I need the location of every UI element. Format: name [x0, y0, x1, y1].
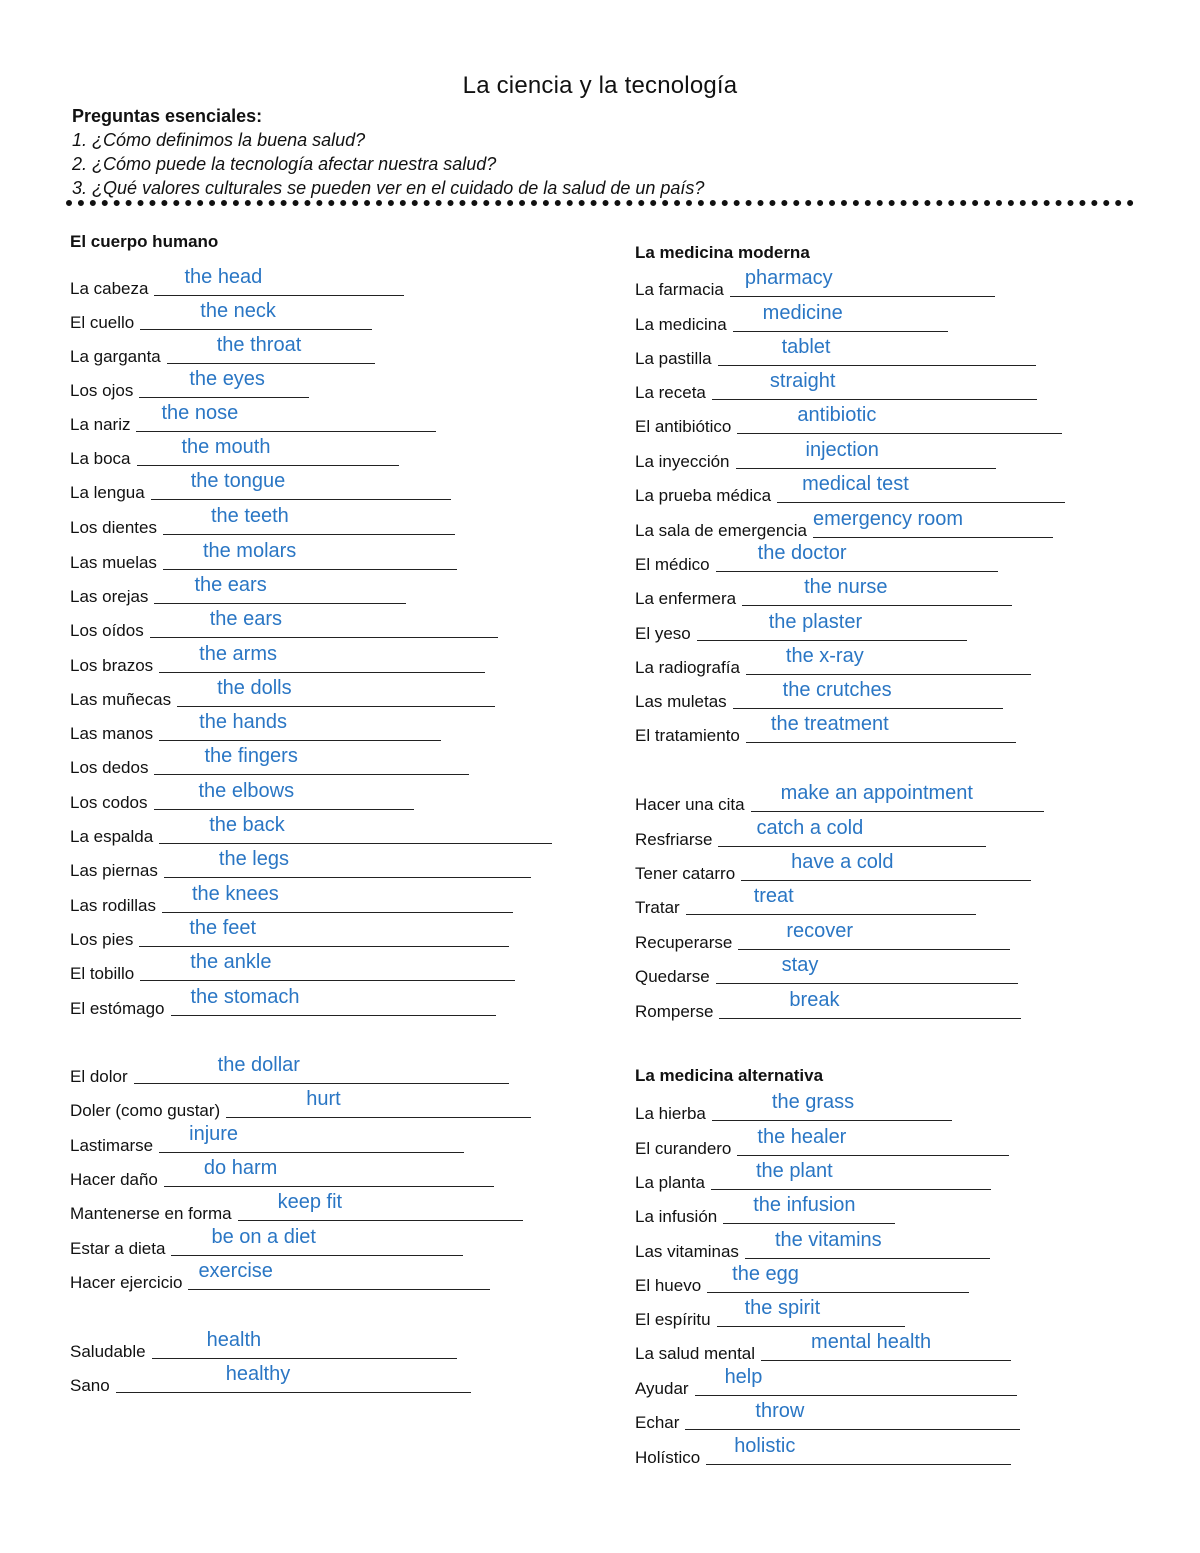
vocab-row: [635, 954, 1018, 988]
answer-blank[interactable]: [737, 404, 1062, 434]
vocab-row: [635, 439, 996, 473]
essential-questions-heading: Preguntas esenciales:: [72, 106, 263, 126]
handwritten-answer: the spirit: [744, 1297, 821, 1319]
vocab-row: [70, 1226, 463, 1260]
answer-blank[interactable]: [737, 1126, 1009, 1156]
question-2: 2. ¿Cómo puede la tecnología afectar nuestra salud?: [72, 154, 497, 174]
handwritten-answer: injure: [189, 1123, 239, 1145]
vocab-term: Romperse: [635, 1002, 714, 1021]
answer-blank[interactable]: [162, 883, 513, 913]
vocab-row: [70, 1191, 523, 1225]
answer-blank[interactable]: [718, 817, 986, 847]
handwritten-answer: antibiotic: [797, 404, 877, 426]
vocab-row: [70, 917, 509, 951]
handwritten-answer: the vitamins: [774, 1229, 882, 1251]
handwritten-answer: the crutches: [782, 679, 892, 701]
answer-blank[interactable]: [226, 1088, 531, 1118]
handwritten-answer: the mouth: [181, 436, 271, 458]
answer-blank[interactable]: [736, 439, 996, 469]
answer-blank[interactable]: [746, 645, 1031, 675]
answer-blank[interactable]: [154, 745, 469, 775]
answer-blank[interactable]: [741, 851, 1031, 881]
vocab-term: El tratamiento: [635, 726, 740, 745]
handwritten-answer: the plant: [755, 1160, 833, 1182]
vocab-term: La infusión: [635, 1207, 718, 1226]
answer-blank[interactable]: [177, 677, 495, 707]
vocab-row: [635, 713, 1016, 747]
answer-blank[interactable]: [154, 780, 414, 810]
handwritten-answer: medicine: [762, 302, 843, 324]
handwritten-answer: the molars: [202, 540, 297, 562]
vocab-row: [70, 883, 513, 917]
answer-blank[interactable]: [777, 473, 1065, 503]
vocab-row: [635, 611, 967, 645]
handwritten-answer: healthy: [225, 1363, 291, 1385]
vocab-term: Los dedos: [70, 758, 149, 777]
answer-blank[interactable]: [171, 986, 496, 1016]
vocab-row: [70, 436, 399, 470]
vocab-term: El espíritu: [635, 1310, 711, 1329]
answer-blank[interactable]: [139, 368, 309, 398]
handwritten-answer: catch a cold: [756, 817, 864, 839]
vocab-term: Las vitaminas: [635, 1242, 739, 1261]
answer-blank[interactable]: [730, 267, 995, 297]
answer-blank[interactable]: [163, 505, 455, 535]
vocab-term: Hacer daño: [70, 1170, 158, 1189]
handwritten-answer: holistic: [734, 1435, 796, 1457]
answer-blank[interactable]: [154, 266, 404, 296]
vocab-term: Estar a dieta: [70, 1239, 166, 1258]
handwritten-answer: the hands: [199, 711, 288, 733]
vocab-row: [70, 470, 451, 504]
handwritten-answer: the feet: [189, 917, 257, 939]
answer-blank[interactable]: [150, 608, 498, 638]
vocab-term: La hierba: [635, 1104, 706, 1123]
handwritten-answer: medical test: [802, 473, 909, 495]
answer-blank[interactable]: [717, 1297, 905, 1327]
handwritten-answer: treat: [753, 885, 794, 907]
answer-blank[interactable]: [712, 1091, 952, 1121]
vocab-row: [70, 1054, 509, 1088]
vocab-row: [635, 302, 948, 336]
vocab-term: La salud mental: [635, 1344, 756, 1363]
answer-blank[interactable]: [151, 470, 451, 500]
vocab-row: [635, 885, 976, 919]
handwritten-answer: the ears: [209, 608, 282, 630]
answer-blank[interactable]: [152, 1329, 457, 1359]
handwritten-answer: pharmacy: [744, 267, 833, 289]
vocab-term: Doler (como gustar): [70, 1101, 221, 1120]
vocab-row: [70, 1260, 490, 1294]
vocab-row: [635, 1126, 1009, 1160]
vocab-row: [635, 645, 1031, 679]
page-title: La ciencia y la tecnología: [462, 72, 738, 99]
handwritten-answer: stay: [781, 954, 819, 976]
vocab-term: La planta: [635, 1173, 705, 1192]
handwritten-answer: the elbows: [198, 780, 295, 802]
vocab-row: [70, 505, 455, 539]
answer-blank[interactable]: [712, 370, 1037, 400]
answer-blank[interactable]: [742, 576, 1012, 606]
vocab-row: [635, 1400, 1020, 1434]
vocab-term: Tener catarro: [635, 864, 736, 883]
answer-blank[interactable]: [733, 302, 948, 332]
vocab-term: Los pies: [70, 930, 134, 949]
answer-blank[interactable]: [140, 300, 372, 330]
handwritten-answer: the head: [184, 266, 263, 288]
question-1: 1. ¿Cómo definimos la buena salud?: [72, 130, 366, 150]
vocab-row: [635, 473, 1065, 507]
answer-blank[interactable]: [711, 1160, 991, 1190]
handwritten-answer: health: [206, 1329, 262, 1351]
answer-blank[interactable]: [751, 782, 1044, 812]
answer-blank[interactable]: [171, 1226, 463, 1256]
vocab-term: Las manos: [70, 724, 154, 743]
vocab-term: El huevo: [635, 1276, 702, 1295]
answer-blank[interactable]: [723, 1194, 895, 1224]
vocab-term: Hacer ejercicio: [70, 1273, 183, 1292]
answer-blank[interactable]: [159, 1123, 464, 1153]
vocab-row: [635, 1366, 1017, 1400]
answer-blank[interactable]: [745, 1229, 990, 1259]
vocab-term: Las muñecas: [70, 690, 172, 709]
handwritten-answer: the nose: [161, 402, 239, 424]
vocab-row: [635, 1194, 895, 1228]
vocab-term: La boca: [70, 449, 131, 468]
handwritten-answer: the eyes: [189, 368, 265, 390]
answer-blank[interactable]: [137, 436, 399, 466]
vocab-row: [635, 576, 1012, 610]
answer-blank[interactable]: [697, 611, 967, 641]
vocab-term: Hacer una cita: [635, 795, 745, 814]
vocab-term: Las muelas: [70, 553, 157, 572]
handwritten-answer: the arms: [199, 643, 277, 665]
handwritten-answer: the throat: [216, 334, 302, 356]
vocab-row: [635, 542, 998, 576]
vocab-row: [635, 508, 1053, 542]
answer-blank[interactable]: [716, 954, 1018, 984]
handwritten-answer: exercise: [198, 1260, 273, 1282]
vocab-row: [635, 1229, 990, 1263]
vocab-row: [70, 574, 406, 608]
essential-questions: [72, 104, 704, 200]
vocab-term: El cuello: [70, 313, 135, 332]
handwritten-answer: the nurse: [804, 576, 888, 598]
answer-blank[interactable]: [686, 885, 976, 915]
vocab-term: La enfermera: [635, 589, 737, 608]
handwritten-answer: be on a diet: [211, 1226, 316, 1248]
handwritten-answer: the neck: [200, 300, 276, 322]
handwritten-answer: mental health: [811, 1331, 932, 1353]
answer-blank[interactable]: [716, 542, 998, 572]
answer-blank[interactable]: [140, 951, 515, 981]
vocab-term: Mantenerse en forma: [70, 1204, 232, 1223]
vocab-term: Los brazos: [70, 656, 154, 675]
handwritten-answer: the plaster: [768, 611, 863, 633]
vocab-term: Los dientes: [70, 518, 157, 537]
answer-blank[interactable]: [139, 917, 509, 947]
handwritten-answer: the doctor: [757, 542, 847, 564]
answer-blank[interactable]: [164, 1157, 494, 1187]
vocab-term: La inyección: [635, 452, 730, 471]
handwritten-answer: injection: [805, 439, 879, 461]
vocab-term: Sano: [70, 1376, 110, 1395]
vocab-row: [70, 300, 372, 334]
vocab-row: [70, 951, 515, 985]
handwritten-answer: keep fit: [277, 1191, 343, 1213]
vocab-row: [635, 817, 986, 851]
question-3: 3. ¿Qué valores culturales se pueden ver en el cuidado de la salud de un país?: [72, 178, 705, 198]
handwritten-answer: the infusion: [753, 1194, 856, 1216]
vocab-term: Lastimarse: [70, 1136, 154, 1155]
vocab-row: [635, 1297, 905, 1331]
answer-blank[interactable]: [164, 848, 531, 878]
vocab-term: Las piernas: [70, 861, 158, 880]
answer-blank[interactable]: [136, 402, 436, 432]
vocab-term: La garganta: [70, 347, 161, 366]
vocab-row: [70, 1088, 531, 1122]
vocab-row: [70, 1363, 471, 1397]
vocab-row: [70, 848, 531, 882]
section-heading-medicina-alternativa: La medicina alternativa: [635, 1066, 824, 1085]
handwritten-answer: the ears: [194, 574, 267, 596]
vocab-row: [635, 1435, 1011, 1469]
vocab-term: Quedarse: [635, 967, 710, 986]
handwritten-answer: the dollar: [217, 1054, 300, 1076]
vocab-term: Resfriarse: [635, 830, 713, 849]
handwritten-answer: make an appointment: [780, 782, 973, 804]
vocab-row: [70, 266, 404, 300]
answer-blank[interactable]: [733, 679, 1003, 709]
handwritten-answer: throw: [755, 1400, 805, 1422]
handwritten-answer: the egg: [732, 1263, 799, 1285]
handwritten-answer: the back: [209, 814, 285, 836]
vocab-row: [70, 711, 441, 745]
handwritten-answer: help: [724, 1366, 763, 1388]
vocab-row: [635, 851, 1031, 885]
answer-blank[interactable]: [746, 713, 1016, 743]
vocab-row: [635, 267, 995, 301]
answer-blank[interactable]: [116, 1363, 471, 1393]
handwritten-answer: the stomach: [190, 986, 300, 1008]
handwritten-answer: the treatment: [770, 713, 889, 735]
vocab-term: Los ojos: [70, 381, 134, 400]
vocab-row: [70, 1329, 457, 1363]
handwritten-answer: straight: [769, 370, 836, 392]
answer-blank[interactable]: [738, 920, 1010, 950]
handwritten-answer: the ankle: [190, 951, 272, 973]
vocab-term: Recuperarse: [635, 933, 733, 952]
vocab-term: El médico: [635, 555, 710, 574]
vocab-term: Holístico: [635, 1448, 701, 1467]
vocab-term: La receta: [635, 383, 706, 402]
vocab-term: Tratar: [635, 898, 680, 917]
vocab-term: El antibiótico: [635, 417, 732, 436]
vocab-row: [70, 334, 375, 368]
vocab-term: La cabeza: [70, 279, 149, 298]
vocab-row: [70, 745, 469, 779]
answer-blank[interactable]: [159, 643, 485, 673]
answer-blank[interactable]: [718, 336, 1036, 366]
dotted-divider: [66, 200, 1134, 206]
vocab-term: Las orejas: [70, 587, 149, 606]
vocab-row: [635, 404, 1062, 438]
vocab-term: La nariz: [70, 415, 131, 434]
answer-blank[interactable]: [706, 1435, 1011, 1465]
handwritten-answer: the tongue: [190, 470, 286, 492]
vocab-row: [635, 679, 1003, 713]
answer-blank[interactable]: [695, 1366, 1017, 1396]
vocab-term: Los codos: [70, 793, 148, 812]
handwritten-answer: the grass: [771, 1091, 855, 1113]
vocab-row: [70, 643, 485, 677]
answer-blank[interactable]: [134, 1054, 509, 1084]
handwritten-answer: hurt: [306, 1088, 341, 1110]
handwritten-answer: the healer: [757, 1126, 847, 1148]
vocab-term: Las muletas: [635, 692, 727, 711]
vocab-term: La prueba médica: [635, 486, 772, 505]
handwritten-answer: do harm: [203, 1157, 278, 1179]
vocab-term: Saludable: [70, 1342, 146, 1361]
vocab-term: El estómago: [70, 999, 165, 1018]
vocab-row: [635, 989, 1021, 1023]
handwritten-answer: have a cold: [791, 851, 894, 873]
vocab-term: La farmacia: [635, 280, 724, 299]
answer-blank[interactable]: [238, 1191, 523, 1221]
vocab-row: [70, 540, 457, 574]
answer-blank[interactable]: [159, 711, 441, 741]
handwritten-answer: the knees: [192, 883, 279, 905]
answer-blank[interactable]: [719, 989, 1021, 1019]
answer-blank[interactable]: [813, 508, 1053, 538]
handwritten-answer: recover: [786, 920, 854, 942]
vocab-row: [635, 336, 1036, 370]
vocab-term: Los oídos: [70, 621, 144, 640]
vocab-row: [70, 1157, 494, 1191]
vocab-row: [635, 782, 1044, 816]
handwritten-answer: the x-ray: [785, 645, 864, 667]
answer-blank[interactable]: [188, 1260, 490, 1290]
answer-blank[interactable]: [154, 574, 406, 604]
vocab-term: La pastilla: [635, 349, 712, 368]
vocab-row: [70, 780, 414, 814]
vocab-row: [635, 1160, 991, 1194]
vocab-row: [635, 1091, 952, 1125]
vocab-row: [635, 1331, 1011, 1365]
answer-blank[interactable]: [685, 1400, 1020, 1430]
vocab-term: Echar: [635, 1413, 680, 1432]
handwritten-answer: the teeth: [210, 505, 289, 527]
section-heading-medicina-moderna: La medicina moderna: [635, 243, 810, 262]
vocab-row: [70, 1123, 464, 1157]
handwritten-answer: break: [789, 989, 840, 1011]
answer-blank[interactable]: [167, 334, 375, 364]
vocab-term: La espalda: [70, 827, 154, 846]
vocab-row: [70, 814, 552, 848]
vocab-row: [70, 402, 436, 436]
handwritten-answer: the dolls: [217, 677, 292, 699]
vocab-term: Ayudar: [635, 1379, 689, 1398]
section-heading-cuerpo-humano: El cuerpo humano: [70, 232, 219, 251]
vocab-row: [635, 920, 1010, 954]
vocab-term: El dolor: [70, 1067, 128, 1086]
vocab-term: La lengua: [70, 483, 145, 502]
vocab-row: [70, 986, 496, 1020]
answer-blank[interactable]: [761, 1331, 1011, 1361]
vocab-term: La medicina: [635, 315, 727, 334]
vocab-row: [635, 1263, 969, 1297]
handwritten-answer: emergency room: [813, 508, 964, 530]
vocab-term: El yeso: [635, 624, 691, 643]
answer-blank[interactable]: [163, 540, 457, 570]
vocab-row: [70, 677, 495, 711]
vocab-term: La sala de emergencia: [635, 521, 808, 540]
handwritten-answer: the fingers: [204, 745, 298, 767]
vocab-row: [70, 608, 498, 642]
handwritten-answer: tablet: [781, 336, 831, 358]
vocab-term: Las rodillas: [70, 896, 156, 915]
handwritten-answer: the legs: [218, 848, 289, 870]
answer-blank[interactable]: [707, 1263, 969, 1293]
vocab-term: La radiografía: [635, 658, 740, 677]
vocab-row: [635, 370, 1037, 404]
vocab-term: El tobillo: [70, 964, 135, 983]
vocab-row: [70, 368, 309, 402]
answer-blank[interactable]: [159, 814, 552, 844]
vocab-term: El curandero: [635, 1139, 732, 1158]
